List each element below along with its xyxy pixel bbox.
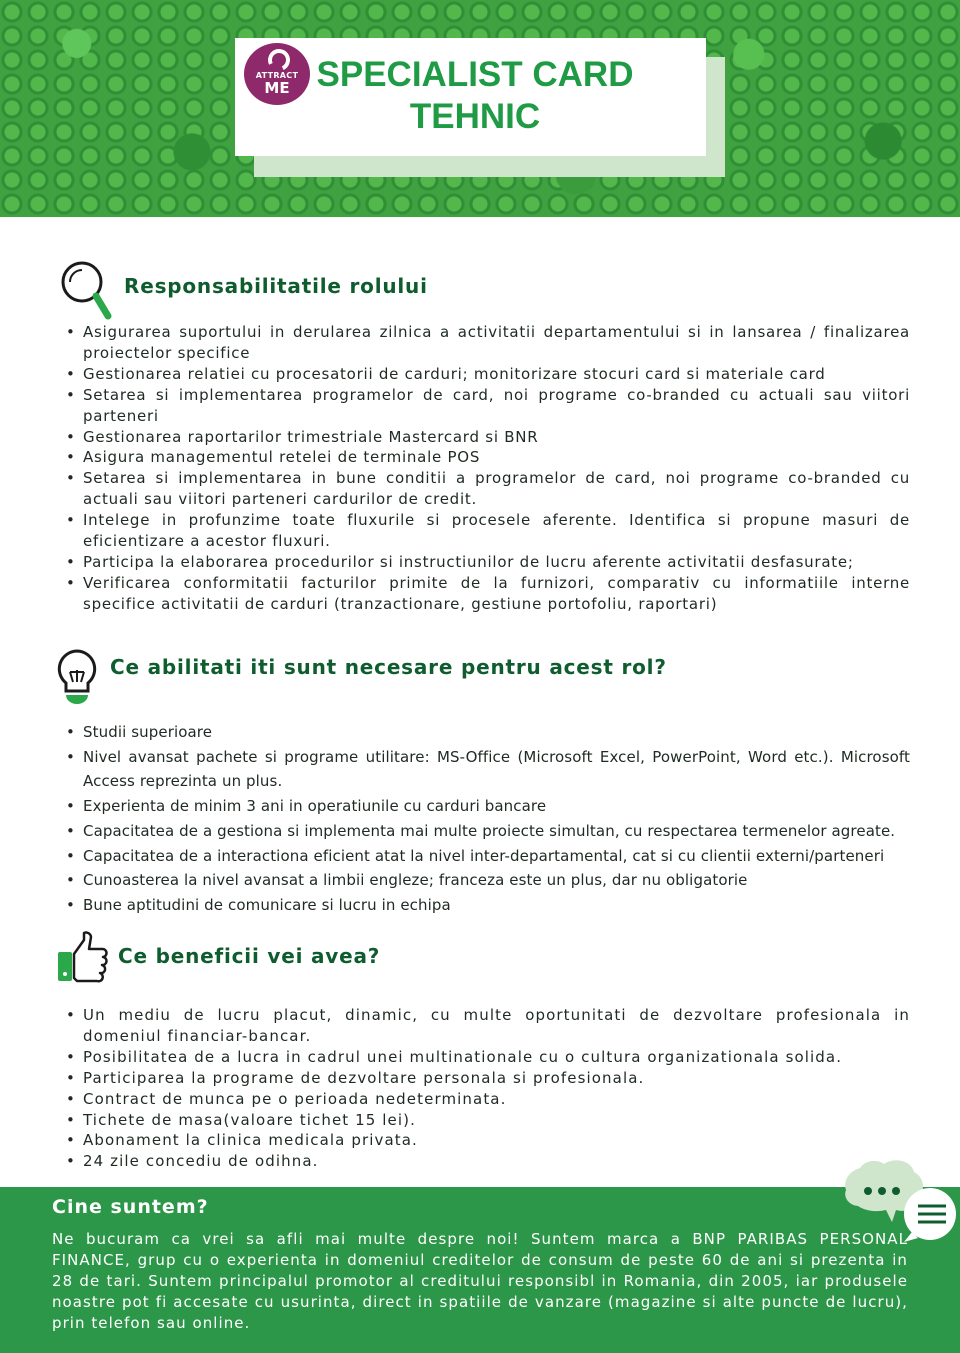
list-item: • Studii superioare: [58, 720, 910, 745]
about-heading: Cine suntem?: [52, 1196, 209, 1218]
attract-me-logo: ATTRACT ME: [244, 43, 310, 105]
benefits-heading: Ce beneficii vei avea?: [118, 944, 381, 968]
list-item: • Capacitatea de a interactiona eficient atat la nivel inter-departamental, cat si cu clientii externi/parteneri: [58, 844, 910, 869]
list-item: • Setarea si implementarea programelor de card, noi programe co-branded cu actuali sau viitori parteneri: [58, 385, 910, 427]
list-item: • Un mediu de lucru placut, dinamic, cu multe oportunitati de dezvoltare profesionala in domeniul financiar-bancar.: [58, 1005, 910, 1047]
chat-bubbles-icon: [840, 1160, 960, 1248]
responsibilities-list: [58, 322, 910, 615]
about-section: [0, 1187, 960, 1353]
list-item: • Setarea si implementarea in bune conditii a programelor de card, noi programe co-branded cu actuali sau viitori parteneri cardurilor de credit.: [58, 468, 910, 510]
list-item: • Asigurarea suportului in derularea zilnica a activitatii departamentului si in lansarea / finalizarea proiectelor specifice: [58, 322, 910, 364]
benefits-list: [58, 1005, 910, 1172]
skills-list: [58, 720, 910, 918]
list-item: • Bune aptitudini de comunicare si lucru in echipa: [58, 893, 910, 918]
list-item: • Capacitatea de a gestiona si implementa mai multe proiecte simultan, cu respectarea termenelor agreate.: [58, 819, 910, 844]
list-item: • Nivel avansat pachete si programe utilitare: MS-Office (Microsoft Excel, PowerPoint, Word etc.). Microsoft Access reprezinta un plus.: [58, 745, 910, 794]
about-text: Ne bucuram ca vrei sa afli mai multe despre noi! Suntem marca a BNP PARIBAS PERSONAL FINANCE, grup cu o experienta in domeniul creditelor de consum de peste 60 de ani si prezenta in 28 de tari. Suntem principalul promotor al creditului responsibl in Romania, din 2005, iar produsele noastre pot fi accesate cu usurinta, direct in spatiile de vanzare (magazine si alte puncte de lucru), prin telefon sau online.: [52, 1230, 908, 1332]
skills-heading: Ce abilitati iti sunt necesare pentru acest rol?: [110, 655, 667, 679]
list-item: • Gestionarea relatiei cu procesatorii de carduri; monitorizare stocuri card si materiale card: [58, 364, 910, 385]
list-item: • Participarea la programe de dezvoltare personala si profesionala.: [58, 1068, 910, 1089]
list-item: • Intelege in profunzime toate fluxurile si procesele aferente. Identifica si propune masuri de eficientizare a acestor fluxuri.: [58, 510, 910, 552]
magnifier-icon: [58, 258, 116, 322]
list-item: • Contract de munca pe o perioada nedeterminata.: [58, 1089, 910, 1110]
list-item: • Cunoasterea la nivel avansat a limbii engleze; franceza este un plus, dar nu obligatorie: [58, 868, 910, 893]
list-item: • 24 zile concediu de odihna.: [58, 1151, 910, 1172]
thumbs-up-icon: [55, 930, 111, 984]
list-item: • Asigura managementul retelei de terminale POS: [58, 447, 910, 468]
list-item: • Participa la elaborarea procedurilor si instructiunilor de lucru aferente activitatii desfasurate;: [58, 552, 910, 573]
page-title: SPECIALIST CARD TEHNIC: [316, 55, 634, 136]
responsibilities-heading: Responsabilitatile rolului: [124, 274, 428, 298]
lightbulb-icon: [55, 648, 99, 706]
list-item: • Experienta de minim 3 ani in operatiunile cu carduri bancare: [58, 794, 910, 819]
list-item: • Verificarea conformitatii facturilor primite de la furnizori, comparativ cu informatiile interne specifice activitatii de carduri (tranzactionare, gestiune portofoliu, raportari): [58, 573, 910, 615]
list-item: • Tichete de masa(valoare tichet 15 lei).: [58, 1110, 910, 1131]
list-item: • Posibilitatea de a lucra in cadrul unei multinationale cu o cultura organizationala solida.: [58, 1047, 910, 1068]
magnet-icon: [265, 46, 293, 74]
list-item: • Abonament la clinica medicala privata.: [58, 1130, 910, 1151]
list-item: • Gestionarea raportarilor trimestriale Mastercard si BNR: [58, 427, 910, 448]
